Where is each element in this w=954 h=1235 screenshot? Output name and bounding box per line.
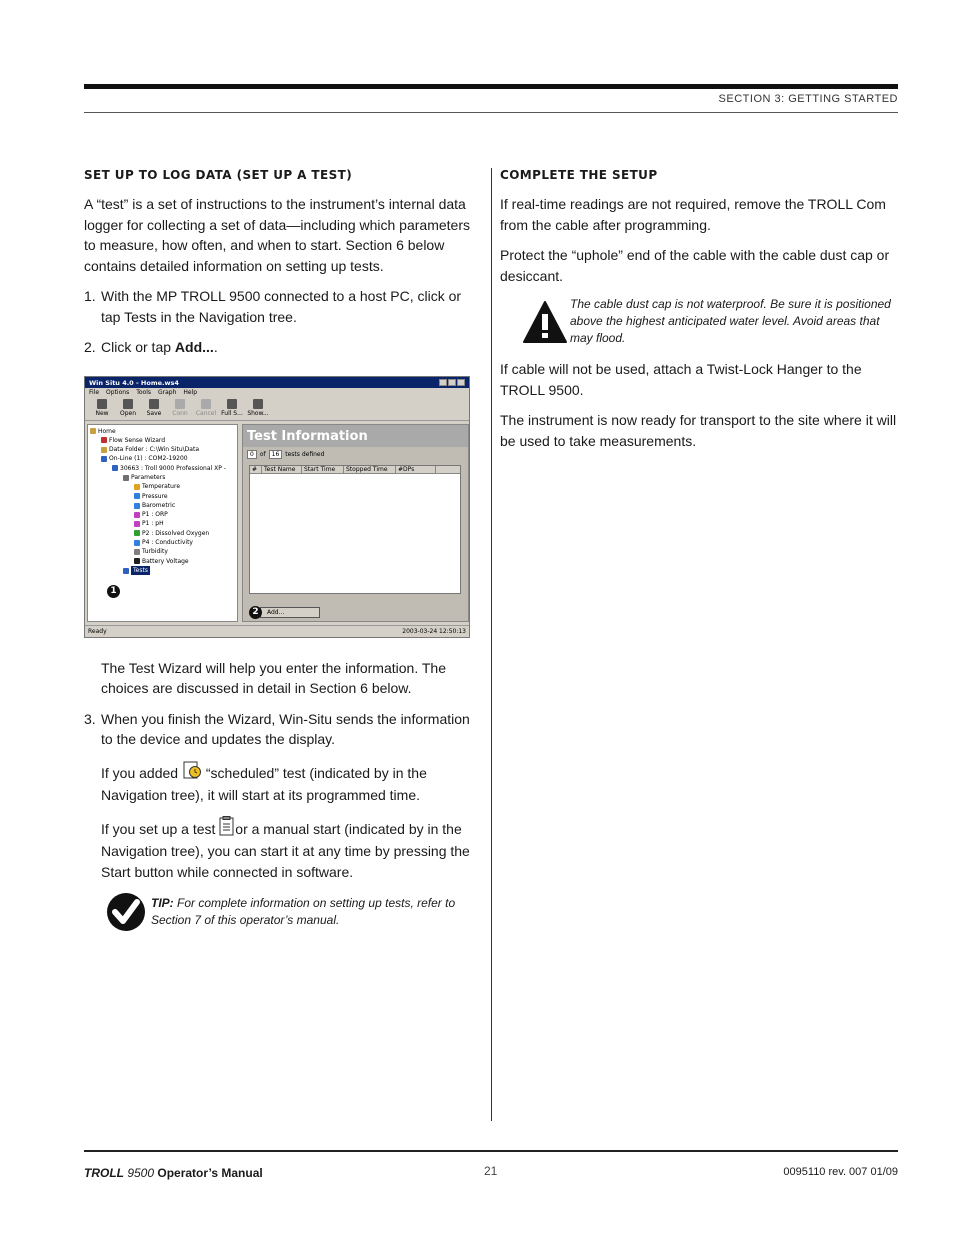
hanger-paragraph: If cable will not be used, attach a Twist-Lock Hanger to the TROLL 9500. [500,361,862,398]
tree-item-label: Data Folder : C:\Win Situ\Data [109,446,199,454]
toolbar-cancel-button[interactable] [195,399,217,418]
tree-node-icon [112,465,118,471]
step-2 [84,337,484,358]
tree-node-icon [123,475,129,481]
manual-clipboard-icon [219,816,235,842]
section-header: SECTION 3: GETTING STARTED [718,93,898,105]
tip-body: For complete information on setting up tests, refer to Section 7 of this operator’s manual. [151,896,456,927]
manual-paragraph [101,816,484,883]
toolbar-label: Full S... [221,409,243,417]
readings-paragraph: If real-time readings are not required, remove the TROLL Com from the cable after programming. [500,196,886,233]
new-icon [97,399,107,409]
tree-item[interactable] [90,538,235,547]
tree-node-icon [123,568,129,574]
ready-paragraph: The instrument is now ready for transport to the site where it will be used to take measurements. [500,412,897,449]
tree-item-label: Barometric [142,501,176,509]
step-text-suffix: . [213,339,218,355]
scheduled-text-a: If you added [101,764,182,781]
tree-item[interactable] [90,473,235,482]
tree-item-label: Flow Sense Wizard [109,436,166,444]
tree-item-label: P4 : Conductivity [142,539,193,547]
tree-item-label: P1 : ORP [142,511,168,519]
menubar [85,388,469,397]
test-count [243,447,468,462]
header-rule [84,112,898,113]
grid-column-header[interactable]: # [250,466,262,473]
step-text-prefix: Click or tap [101,339,175,355]
step-text [101,337,218,358]
left-heading: SET UP TO LOG DATA (SET UP A TEST) [84,168,353,182]
grid-header [250,466,460,474]
menu-item-file[interactable]: File [89,388,100,396]
step-1 [84,286,484,327]
callout-2: 2 [249,606,262,619]
footer-model: 9500 [124,1166,155,1180]
save-icon [149,399,159,409]
step-number: 3. [84,710,96,727]
maximize-icon[interactable] [448,379,456,386]
tree-item[interactable] [90,464,235,473]
scheduled-paragraph [101,760,484,806]
tree-item-label: Tests [133,566,148,574]
step-number: 1. [84,288,96,304]
cancel-icon [201,399,211,409]
tree-item[interactable] [90,482,235,491]
step-3 [84,709,484,750]
tree-node-icon [134,521,140,527]
tip-label: TIP: [151,896,174,910]
window-titlebar [85,377,469,388]
window-title: Win Situ 4.0 - Home.ws4 [89,378,179,387]
minimize-icon[interactable] [439,379,447,386]
tree-node-icon [90,428,96,434]
intro-paragraph: A “test” is a set of instructions to the instrument’s internal data logger for collecting a set of data—including which parameters to measure, how often, and when to start. Section 6 below contains detailed information on setting up tests. [84,196,470,274]
toolbar-label: Open [119,409,137,417]
window-controls [439,379,465,386]
add-emphasis: Add... [174,339,214,355]
tree-item-label: Turbidity [142,548,168,556]
add-button[interactable]: Add... [260,607,320,618]
left-column [84,168,484,944]
tip-text [151,895,484,929]
status-timestamp: 2003-03-24 12:50:13 [402,627,466,635]
tree-node-icon [134,558,140,564]
tree-item[interactable] [90,501,235,510]
tree-node-icon [134,540,140,546]
tree-item-label: Pressure [142,492,168,500]
menu-item-options[interactable]: Options [106,388,130,396]
tree-node-icon [134,484,140,490]
tree-item[interactable] [90,436,235,445]
tree-item-label: P1 : pH [142,520,164,528]
show-icon [253,399,263,409]
right-heading: COMPLETE THE SETUP [500,168,658,182]
column-divider [491,168,492,1121]
footer-brand: TROLL [84,1166,124,1180]
footer-manual: Operator’s Manual [154,1166,263,1180]
tree-node-icon [134,530,140,536]
toolbar-show-button[interactable] [247,399,269,418]
grid-column-header[interactable]: Start Time [302,466,344,473]
statusbar [85,625,469,637]
doc-number: 0095110 rev. 007 01/09 [783,1166,898,1178]
grid-column-header[interactable]: Test Name [262,466,302,473]
status-ready: Ready [88,627,107,635]
footer-rule [84,1150,898,1152]
right-column [500,168,898,461]
tests-grid[interactable] [249,465,461,594]
scheduled-clock-icon [182,760,202,786]
toolbar-new-button[interactable] [91,399,113,418]
tree-node-icon [134,503,140,509]
tree-item-label: On-Line (1) : COM2-19200 [109,455,188,463]
toolbar-save-button[interactable] [143,399,165,418]
win-situ-screenshot [84,376,470,638]
top-rule [84,84,898,89]
page-number: 21 [484,1164,498,1178]
checkmark-icon [106,892,146,932]
full-s-icon [227,399,237,409]
tree-item[interactable] [90,557,235,566]
open-icon [123,399,133,409]
manual-text-a: If you set up a test [101,820,220,837]
test-information-panel [242,424,469,622]
panel-title: Test Information [243,425,468,447]
toolbar-label: New [95,409,109,417]
close-icon[interactable] [457,379,465,386]
tree-item-label: P2 : Dissolved Oxygen [142,529,210,537]
toolbar-label: Show... [247,409,269,417]
toolbar-full-s-button[interactable] [221,399,243,418]
protect-paragraph: Protect the “uphole” end of the cable with the cable dust cap or desiccant. [500,247,890,284]
tree-item-label: Temperature [142,483,181,491]
tree-item[interactable] [90,454,235,463]
tree-item[interactable] [90,547,235,556]
toolbar-conn-button[interactable] [169,399,191,418]
warning-icon [522,300,568,344]
tree-item-label: Home [98,427,116,435]
tree-item[interactable] [90,519,235,528]
conn-icon [175,399,185,409]
tree-item[interactable] [90,529,235,538]
grid-column-header[interactable]: Stopped Time [344,466,396,473]
step-text: With the MP TROLL 9500 connected to a host PC, click or tap Tests in the Navigation tree. [101,288,462,325]
tree-item-label: Battery Voltage [142,557,189,565]
tree-item[interactable] [90,492,235,501]
tree-item[interactable] [90,427,235,436]
test-count-of: of [259,450,266,458]
menu-item-tools[interactable]: Tools [136,388,151,396]
step-number: 2. [84,339,96,355]
tree-node-icon [101,456,107,462]
callout-1: 1 [107,585,120,598]
tree-item-label: 30663 : Troll 9000 Professional XP - [120,464,226,472]
manual-text-b: or a manual start (indicated by in the Navigation tree), you can start it at any time by pressing the Start button while connected in software. [101,820,470,880]
tree-node-icon [134,493,140,499]
footer-manual-title [84,1166,263,1180]
wizard-paragraph: The Test Wizard will help you enter the information. The choices are discussed in detail in Section 6 below. [101,659,446,696]
tree-node-icon [134,549,140,555]
caution-text: The cable dust cap is not waterproof. Be sure it is positioned above the highest anticipated water level. Avoid areas that may flood. [570,297,891,345]
toolbar-open-button[interactable] [117,399,139,418]
menu-item-graph[interactable]: Graph [157,388,177,396]
grid-column-header[interactable]: #DPs [396,466,436,473]
toolbar-label: Save [146,409,162,417]
toolbar [85,397,469,421]
tree-node-icon [101,437,107,443]
tree-node-icon [134,512,140,518]
tree-item[interactable] [90,445,235,454]
test-count-total: 16 [269,450,283,459]
tip-note [106,892,484,932]
toolbar-label: Conn [172,409,188,417]
tree-item[interactable] [90,566,235,575]
tree-node-icon [101,447,107,453]
test-count-current[interactable]: 0 [247,450,257,459]
caution-note [522,296,898,347]
toolbar-label: Cancel [195,409,217,417]
tree-item[interactable] [90,510,235,519]
tree-item-label: Parameters [131,473,166,481]
menu-item-help[interactable]: Help [183,388,198,396]
test-count-suffix: tests defined [285,450,325,458]
scheduled-text-b: “scheduled” test (indicated by in the Navigation tree), it will start at its programmed time. [101,764,427,803]
step-text: When you finish the Wizard, Win-Situ sends the information to the device and updates the display. [101,710,470,747]
